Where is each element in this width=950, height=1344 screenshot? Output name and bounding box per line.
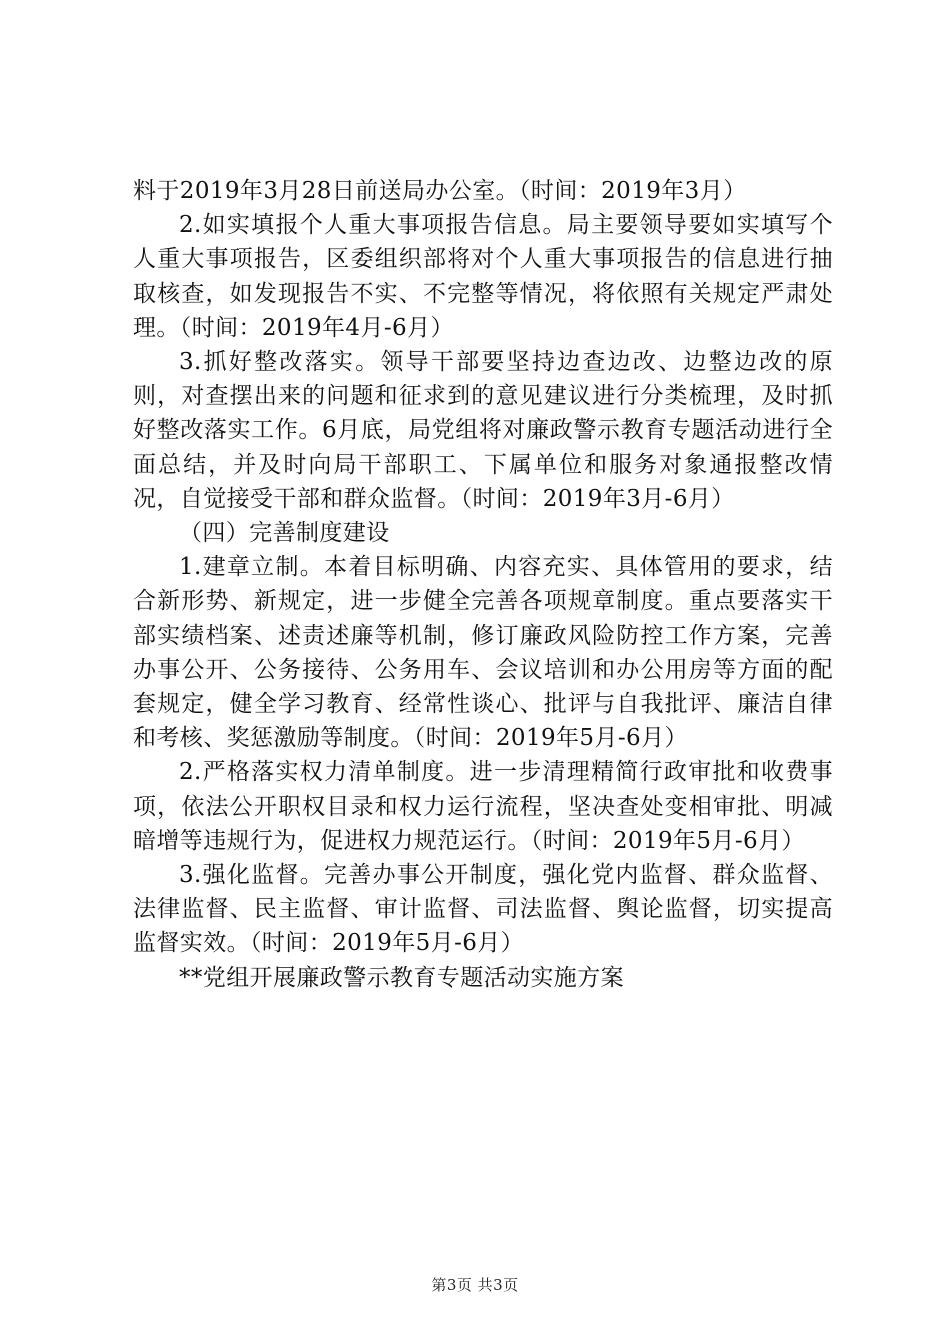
section-heading: （四）完善制度建设 (179, 520, 390, 547)
paragraph-item: 3.抓好整改落实。领导干部要坚持边查边改、边整边改的原则，对查摆出来的问题和征求到的意见建议进行分类梳理，及时抓好整改落实工作。6月底，局党组将对廉政警示教育专题活动进行全面总结，并及时向局干部职工、下属单位和服务对象通报整改情况，自觉接受干部和群众监督。（时间：2019年3月-6月） (133, 349, 833, 512)
paragraph-item: 2.如实填报个人重大事项报告信息。局主要领导要如实填写个人重大事项报告，区委组织部将对个人重大事项报告的信息进行抽取核查，如发现报告不实、不完整等情况，将依照有关规定严肃处理。（时间：2019年4月-6月） (133, 212, 833, 341)
document-body (133, 174, 833, 995)
paragraph-item: 1.建章立制。本着目标明确、内容充实、具体管用的要求，结合新形势、新规定，进一步健全完善各项规章制度。重点要落实干部实绩档案、述责述廉等机制，修订廉政风险防控工作方案，完善办事公开、公务接待、公务用车、会议培训和办公用房等方面的配套规定，健全学习教育、经常性谈心、批评与自我批评、廉洁自律和考核、奖惩激励等制度。（时间：2019年5月-6月） (133, 554, 833, 752)
paragraph-item: 2.严格落实权力清单制度。进一步清理精简行政审批和收费事项，依法公开职权目录和权力运行流程，坚决查处变相审批、明减暗增等违规行为，促进权力规范运行。（时间：2019年5月-6月） (133, 759, 833, 854)
paragraph-item: 3.强化监督。完善办事公开制度，强化党内监督、群众监督、法律监督、民主监督、审计监督、司法监督、舆论监督，切实提高监督实效。（时间：2019年5月-6月） (133, 862, 833, 957)
page-footer: 第3页 共3页 (431, 1276, 519, 1294)
paragraph-continuation: 料于2019年3月28日前送局办公室。（时间：2019年3月） (133, 178, 747, 204)
document-title-line: **党组开展廉政警示教育专题活动实施方案 (179, 964, 624, 991)
